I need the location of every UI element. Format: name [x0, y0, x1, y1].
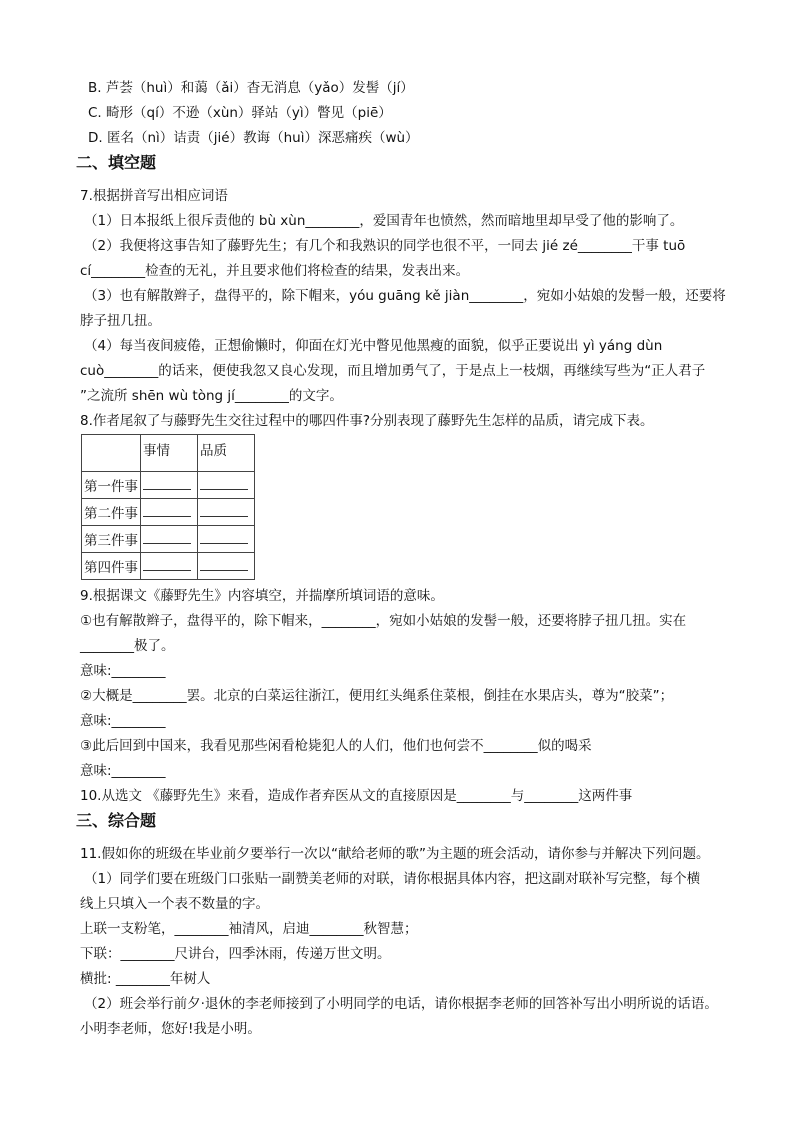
quality-answer-cell[interactable]	[198, 472, 255, 499]
row-label: 第三件事	[82, 526, 141, 553]
q11-part-1-cont: 线上只填入一个表不数量的字。	[80, 896, 269, 912]
q7-item-1: （1）日本报纸上很斥责他的 bù xùn________，爱国青年也愤然，然而暗地里却早受了他的影响了。	[84, 213, 684, 229]
section-2-heading: 二、填空题	[76, 153, 157, 172]
row-label: 第一件事	[82, 472, 141, 499]
answer-blank	[143, 543, 191, 544]
q7-item-3: （3）也有解散辫子，盘得平的，除下帽来，yóu guāng kě jiàn________，宛如小姑娘的发髻一般，还要将	[84, 288, 726, 304]
event-answer-cell[interactable]	[141, 472, 198, 499]
option-c: C. 畸形（qí）不逊（xùn）驿站（yì）瞥见（piē）	[88, 105, 392, 121]
q9-meaning-2: 意味:________	[80, 713, 166, 729]
q8-title: 8.作者尾叙了与藤野先生交往过程中的哪四件事?分别表现了藤野先生怎样的品质，请完成下表。	[80, 413, 654, 429]
q11-part-1: （1）同学们要在班级门口张贴一副赞美老师的对联，请你根据具体内容，把这副对联补写完整，每个横	[84, 871, 701, 887]
quality-answer-cell[interactable]	[198, 499, 255, 526]
q9-item-3: ③此后回到中国来，我看见那些闲看枪毙犯人的人们，他们也何尝不________似的喝采	[80, 738, 592, 754]
table-row	[82, 526, 255, 553]
quality-answer-cell[interactable]	[198, 526, 255, 553]
answer-blank	[200, 570, 248, 571]
row-label: 第四件事	[82, 553, 141, 580]
quality-answer-cell[interactable]	[198, 553, 255, 580]
table-row	[82, 553, 255, 580]
q7-item-2-cont: cí________检查的无礼，并且要求他们将检查的结果，发表出来。	[80, 263, 470, 279]
q10-text: 10.从选文 《藤野先生》来看，造成作者弃医从文的直接原因是________与________这两件事	[80, 788, 633, 804]
q7-item-4-cont2: ”之流所 shēn wù tòng jí________的文字。	[80, 388, 343, 404]
table-row	[82, 499, 255, 526]
q7-item-4: （4）每当夜间疲倦，正想偷懒时，仰面在灯光中瞥见他黑瘦的面貌，似乎正要说出 yì yáng dùn	[84, 338, 663, 354]
answer-blank	[200, 543, 248, 544]
option-b: B. 芦荟（huì）和蔼（ǎi）杳无消息（yǎo）发髻（jí）	[88, 80, 414, 96]
table-row	[82, 472, 255, 499]
table-header-cell	[82, 435, 141, 472]
answer-blank	[143, 570, 191, 571]
option-d: D. 匿名（nì）诘责（jié）教诲（huì）深恶痛疾（wù）	[88, 130, 419, 146]
q9-meaning-3: 意味:________	[80, 763, 166, 779]
table-header-cell: 事情	[141, 435, 198, 472]
answer-blank	[143, 489, 191, 490]
table-header-cell: 品质	[198, 435, 255, 472]
event-answer-cell[interactable]	[141, 553, 198, 580]
event-answer-cell[interactable]	[141, 499, 198, 526]
q9-item-2: ②大概是________罢。北京的白菜运往浙江，便用红头绳系住菜根，倒挂在水果店头，尊为“胶菜”；	[80, 688, 674, 704]
q11-part-2: （2）班会举行前夕·退休的李老师接到了小明同学的电话，请你根据李老师的回答补写出小明所说的话语。	[84, 996, 718, 1012]
q7-title: 7.根据拼音写出相应词语	[80, 188, 228, 204]
event-answer-cell[interactable]	[141, 526, 198, 553]
q9-item-1-cont: ________极了。	[80, 638, 175, 654]
q7-item-3-cont: 脖子扭几扭。	[80, 313, 161, 329]
q9-item-1: ①也有解散辫子，盘得平的，除下帽来，________，宛如小姑娘的发髻一般，还要将脖子扭几扭。实在	[80, 613, 687, 629]
q8-table	[81, 434, 255, 580]
answer-blank	[200, 489, 248, 490]
couplet-lower: 下联：________尺讲台，四季沐雨，传递万世文明。	[80, 946, 391, 962]
section-3-heading: 三、综合题	[76, 811, 157, 830]
answer-blank	[200, 516, 248, 517]
q11-part-2-dialogue: 小明李老师，您好!我是小明。	[80, 1021, 261, 1037]
couplet-upper: 上联一支粉笔，________袖清风，启迪________秋智慧；	[80, 921, 418, 937]
q11-title: 11.假如你的班级在毕业前夕要举行一次以“献给老师的歌”为主题的班会活动，请你参与并解决下列问题。	[80, 846, 710, 862]
q7-item-4-cont: cuò________的话来，便使我忽又良心发现，而且增加勇气了，于是点上一枝烟，再继续写些为“正人君子	[80, 363, 706, 379]
q9-title: 9.根据课文《藤野先生》内容填空，并揣摩所填词语的意味。	[80, 588, 444, 604]
answer-blank	[143, 516, 191, 517]
q7-item-2: （2）我便将这事告知了藤野先生；有几个和我熟识的同学也很不平，一同去 jié zé________干事 tuō	[84, 238, 686, 254]
table-header-row	[82, 435, 255, 472]
row-label: 第二件事	[82, 499, 141, 526]
q9-meaning-1: 意味:________	[80, 663, 166, 679]
couplet-horizontal: 横批: ________年树人	[80, 971, 211, 987]
